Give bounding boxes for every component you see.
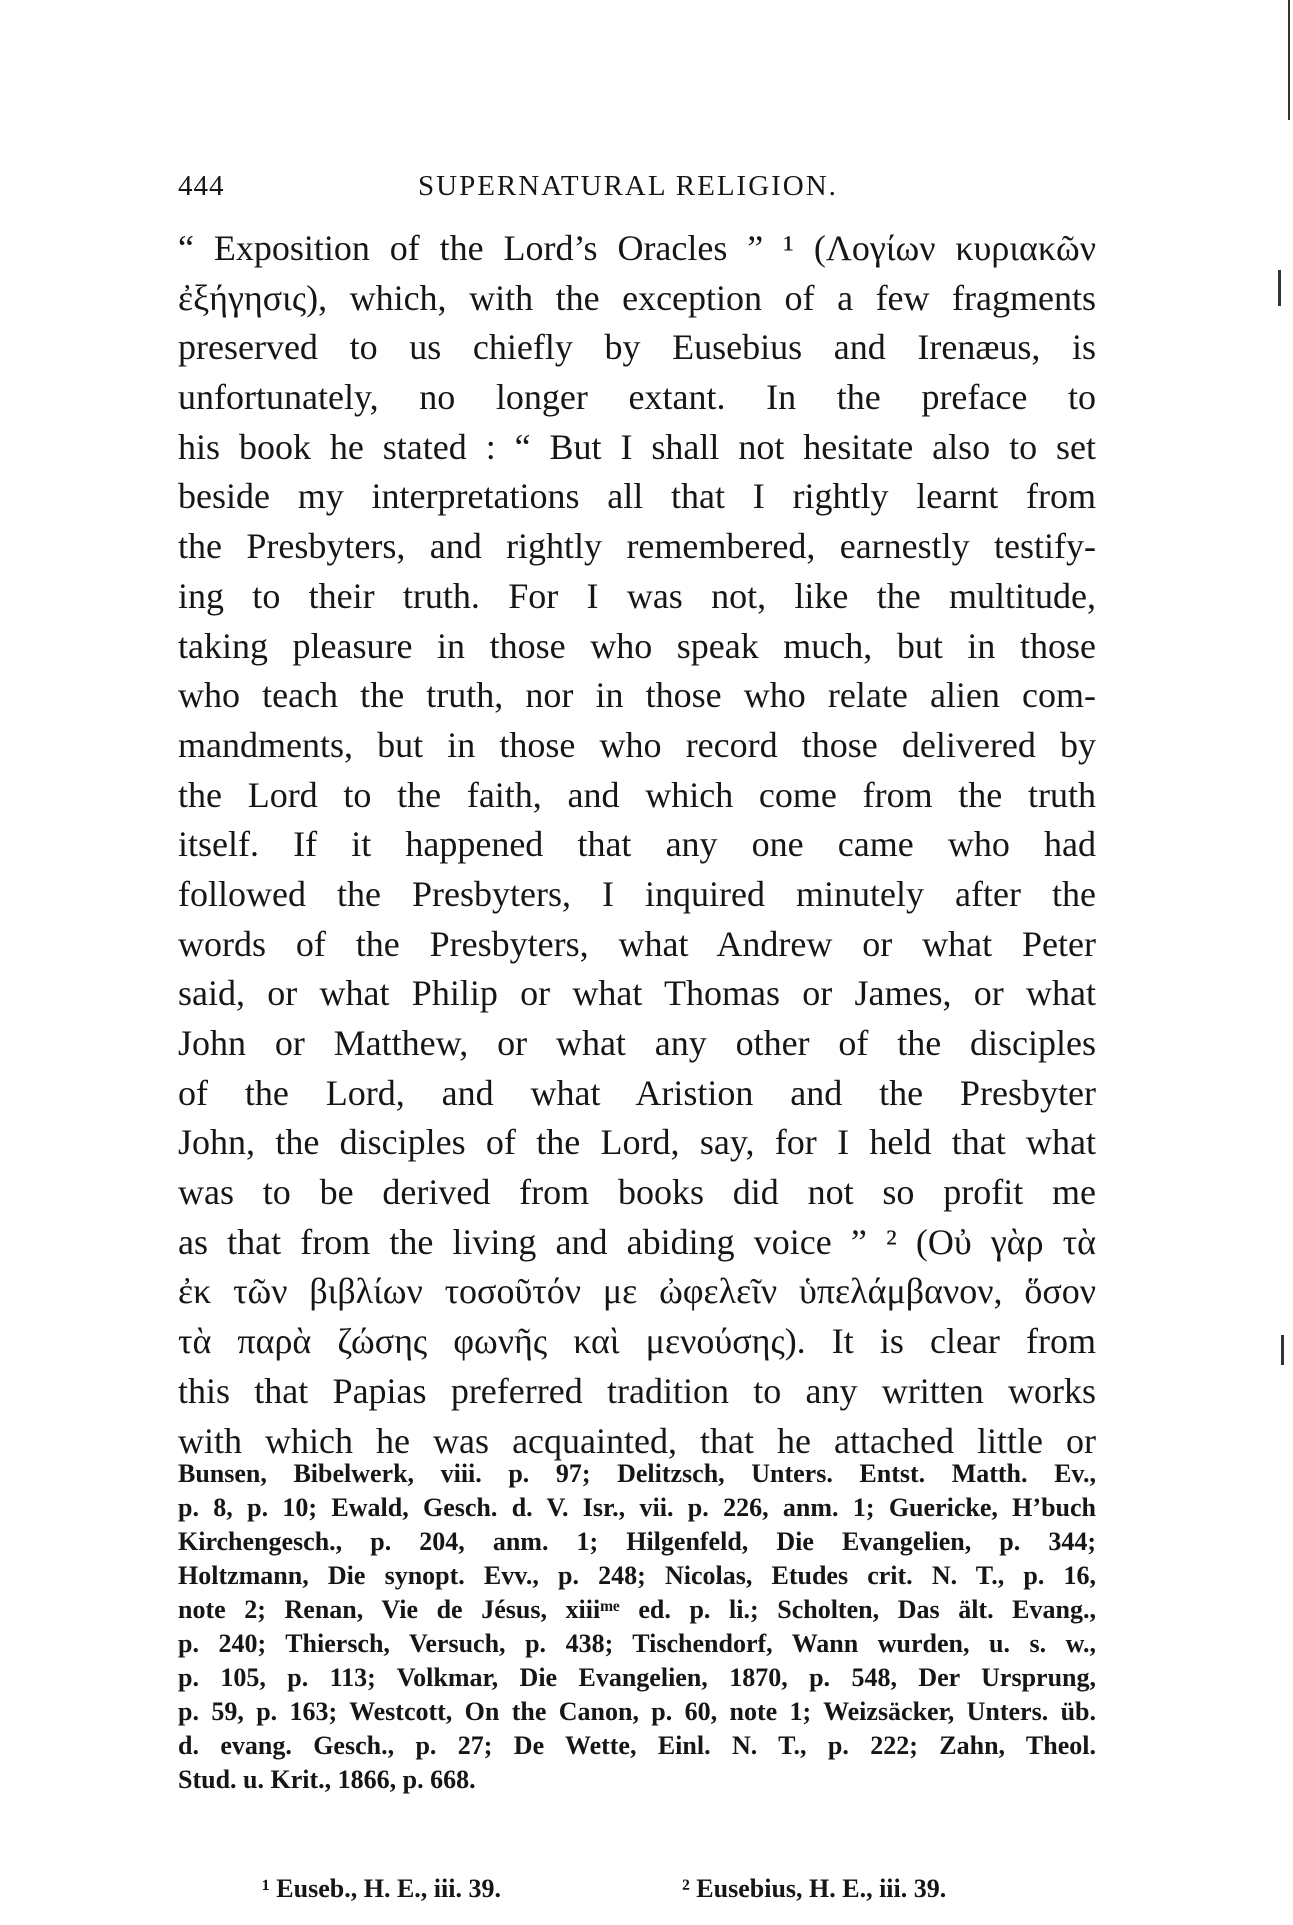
footnote-line: Holtzmann, Die synopt. Evv., p. 248; Nicolas, Etudes crit. N. T., p. 16,	[178, 1561, 1096, 1590]
body-line: John, the disciples of the Lord, say, for I held that what	[178, 1122, 1096, 1163]
body-line: itself. If it happened that any one came who had	[178, 824, 1096, 865]
body-line: ing to their truth. For I was not, like the multitude,	[178, 575, 1096, 616]
body-line: followed the Presbyters, I inquired minutely after the	[178, 873, 1096, 914]
page-number: 444	[178, 170, 225, 202]
body-line: taking pleasure in those who speak much, but in those	[178, 625, 1096, 666]
body-line: the Lord to the faith, and which come from the truth	[178, 774, 1096, 815]
page-edge-line	[1288, 0, 1290, 120]
footnote-line: Kirchengesch., p. 204, anm. 1; Hilgenfeld, Die Evangelien, p. 344;	[178, 1527, 1096, 1556]
page-header	[178, 170, 1098, 210]
body-line: preserved to us chiefly by Eusebius and Irenæus, is	[178, 327, 1096, 368]
footnote-line: d. evang. Gesch., p. 27; De Wette, Einl. N. T., p. 222; Zahn, Theol.	[178, 1731, 1096, 1760]
body-line: this that Papias preferred tradition to any written works	[178, 1370, 1096, 1411]
body-line: of the Lord, and what Aristion and the Presbyter	[178, 1072, 1096, 1113]
body-line: was to be derived from books did not so profit me	[178, 1172, 1096, 1213]
footnote-ref-1: ¹ Euseb., H. E., iii. 39.	[262, 1874, 501, 1903]
body-line: ἐκ τῶν βιβλίων τοσοῦτόν με ὠφελεῖν ὑπελάμβανον, ὅσον	[178, 1271, 1096, 1312]
body-line: words of the Presbyters, what Andrew or what Peter	[178, 923, 1096, 964]
footnote-references	[262, 1872, 1062, 1906]
body-line: unfortunately, no longer extant. In the preface to	[178, 377, 1096, 418]
margin-mark	[1278, 270, 1281, 306]
body-line: beside my interpretations all that I rightly learnt from	[178, 476, 1096, 517]
body-text	[178, 224, 1096, 1466]
body-line: his book he stated : “ But I shall not hesitate also to set	[178, 426, 1096, 467]
body-line: “ Exposition of the Lord’s Oracles ” ¹ (Λογίων κυριακῶν	[178, 228, 1096, 268]
footnote-line: note 2; Renan, Vie de Jésus, xiiiᵐᵉ ed. p. li.; Scholten, Das ält. Evang.,	[178, 1595, 1096, 1624]
body-line: the Presbyters, and rightly remembered, earnestly testify-	[178, 526, 1096, 567]
footnote-line: p. 59, p. 163; Westcott, On the Canon, p. 60, note 1; Weizsäcker, Unters. üb.	[178, 1697, 1096, 1726]
footnote-ref-2: ² Eusebius, H. E., iii. 39.	[682, 1874, 947, 1903]
body-line: who teach the truth, nor in those who relate alien com-	[178, 675, 1096, 716]
body-line: as that from the living and abiding voice ” ² (Οὐ γὰρ τὰ	[178, 1221, 1096, 1262]
footnote-line: p. 8, p. 10; Ewald, Gesch. d. V. Isr., vii. p. 226, anm. 1; Guericke, H’buch	[178, 1493, 1096, 1522]
footnote-line: p. 105, p. 113; Volkmar, Die Evangelien, 1870, p. 548, Der Ursprung,	[178, 1663, 1096, 1692]
body-line: John or Matthew, or what any other of the disciples	[178, 1023, 1096, 1063]
body-line: mandments, but in those who record those delivered by	[178, 724, 1096, 765]
footnote-line: Stud. u. Krit., 1866, p. 668.	[178, 1765, 476, 1794]
footnote-line: Bunsen, Bibelwerk, viii. p. 97; Delitzsch, Unters. Entst. Matth. Ev.,	[178, 1459, 1096, 1488]
body-line: ἐξήγησις), which, with the exception of a few fragments	[178, 277, 1096, 318]
footnote-line: p. 240; Thiersch, Versuch, p. 438; Tischendorf, Wann wurden, u. s. w.,	[178, 1629, 1096, 1658]
body-line: τὰ παρὰ ζώσης φωνῆς καὶ μενούσης). It is clear from	[178, 1321, 1096, 1362]
margin-mark	[1281, 1335, 1284, 1365]
footnotes	[178, 1457, 1096, 1797]
body-line: with which he was acquainted, that he attached little or	[178, 1420, 1096, 1461]
running-title: SUPERNATURAL RELIGION.	[418, 170, 838, 202]
body-line: said, or what Philip or what Thomas or James, or what	[178, 973, 1096, 1014]
